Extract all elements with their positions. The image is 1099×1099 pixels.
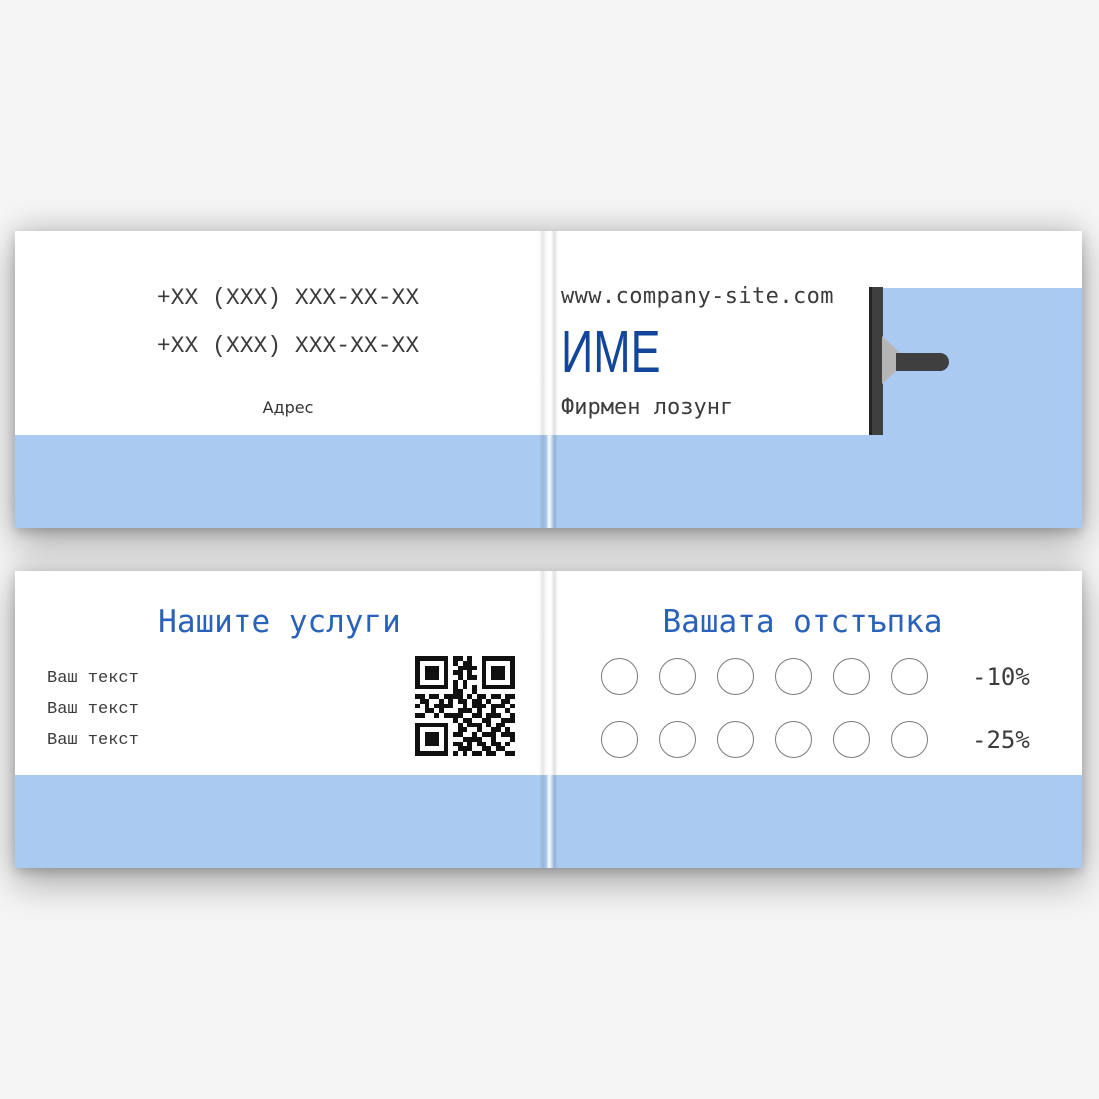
punch-circle — [833, 658, 870, 695]
punch-circle — [891, 658, 928, 695]
card-fold-line — [539, 571, 558, 868]
punch-circle — [775, 658, 812, 695]
punch-circle — [717, 721, 754, 758]
front-left-panel — [15, 231, 544, 528]
service-item: Ваш текст — [47, 700, 139, 719]
business-card-back — [15, 571, 1082, 868]
phone-number-1: +XX (XXX) XXX-XX-XX — [156, 285, 420, 311]
punch-circle — [601, 721, 638, 758]
squeegee-handle-icon — [896, 353, 949, 371]
business-card-front — [15, 231, 1082, 528]
company-slogan: Фирмен лозунг — [561, 395, 734, 420]
punch-circle — [659, 721, 696, 758]
discount-label-10: -10% — [972, 663, 1030, 691]
qr-code-icon — [415, 656, 515, 756]
company-name: ИМЕ — [561, 319, 661, 385]
card-fold-line — [539, 231, 558, 528]
front-right-panel — [553, 231, 1082, 528]
punch-circle — [601, 658, 638, 695]
services-title: Нашите услуги — [158, 604, 401, 640]
discount-title: Вашата отстъпка — [662, 604, 943, 640]
service-item: Ваш текст — [47, 731, 139, 750]
back-right-panel — [553, 571, 1082, 868]
punch-circle — [775, 721, 812, 758]
address-label: Адрес — [262, 398, 314, 417]
punch-circle — [659, 658, 696, 695]
service-item: Ваш текст — [47, 669, 139, 688]
back-left-panel — [15, 571, 544, 868]
punch-circle — [717, 658, 754, 695]
punch-circle — [833, 721, 870, 758]
punch-circle — [891, 721, 928, 758]
service-items-list — [47, 663, 139, 756]
phone-number-2: +XX (XXX) XXX-XX-XX — [156, 333, 420, 359]
punch-circle-row — [601, 721, 928, 758]
website-url: www.company-site.com — [561, 284, 834, 309]
squeegee-icon — [869, 287, 883, 435]
punch-circle-row — [601, 658, 928, 695]
discount-label-25: -25% — [972, 726, 1030, 754]
